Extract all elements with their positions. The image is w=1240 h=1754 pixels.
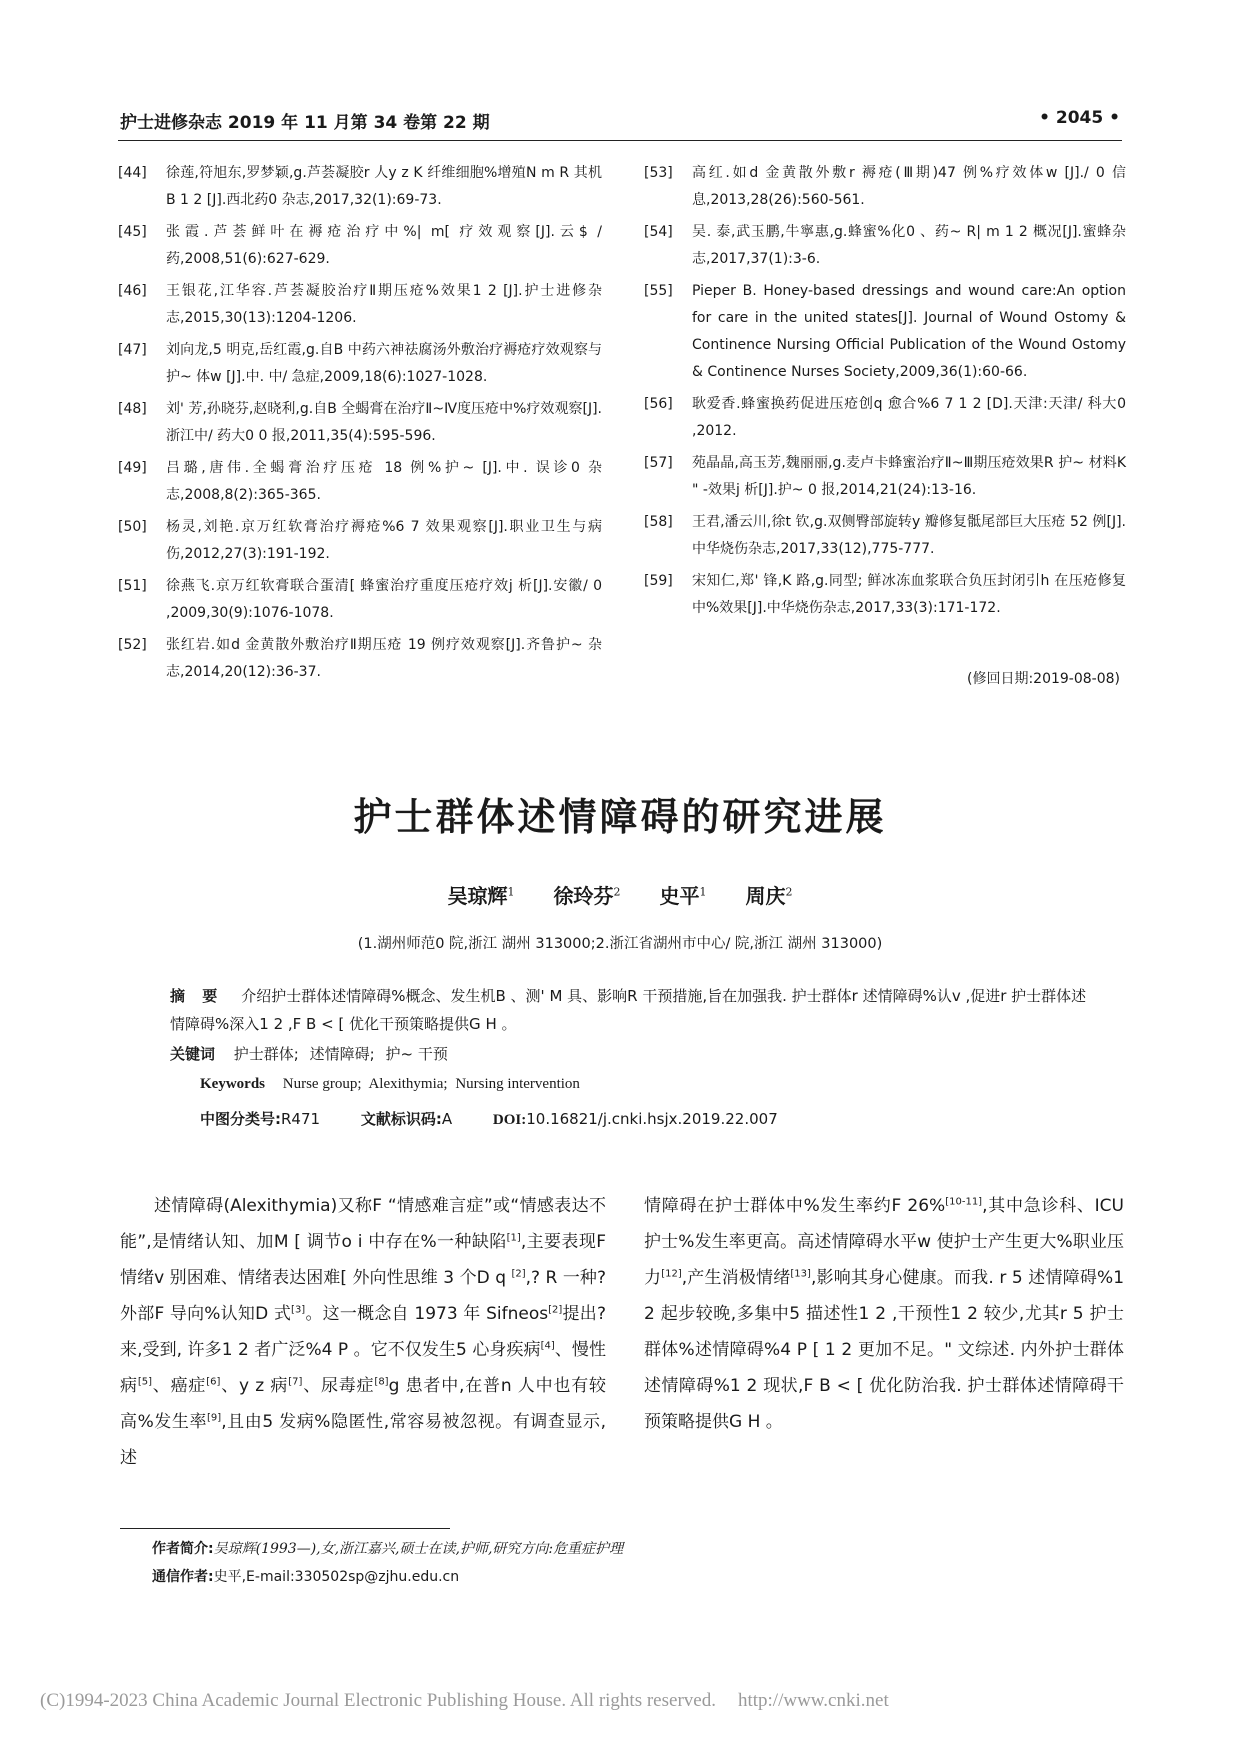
citation: [7] <box>288 1376 303 1388</box>
reference-text: 高红.如d 金黄散外敷r 褥疮(Ⅲ期)47 例%疗效体w [J]./ 0 信息,2013,28(26):560-561. <box>692 165 1126 208</box>
reference-text: 徐燕飞.京万红软膏联合蛋清[ 蜂蜜治疗重度压疮疗效j 析[J].安徽/ 0 ,2009,30(9):1076-1078. <box>166 578 602 621</box>
page-number: • 2045 • <box>1039 108 1120 128</box>
author-name: 周庆 <box>745 884 786 908</box>
reference-text: 宋知仁,郑' 锋,K 路,g.同型; 鲜冰冻血浆联合负压封闭引h 在压疮修复中%效果[J].中华烧伤杂志,2017,33(3):171-172. <box>692 573 1126 616</box>
keywords-en-label: Keywords <box>200 1076 265 1092</box>
keywords-cn <box>170 1040 1090 1068</box>
revised-date: (修回日期:2019-08-08) <box>966 671 1120 687</box>
reference-item <box>644 278 1126 386</box>
author <box>554 884 621 908</box>
reference-item <box>644 568 1126 622</box>
author <box>745 884 792 908</box>
author-bio-footnote <box>152 1538 1112 1558</box>
reference-number: [50] <box>118 519 147 535</box>
references-left-column <box>118 160 602 691</box>
body-text: 。这一概念自 1973 年 Sifneos <box>305 1304 549 1324</box>
reference-item <box>118 396 602 450</box>
article-title: 护士群体述情障碍的研究进展 <box>353 795 887 839</box>
doi-value: 10.16821/j.cnki.hsjx.2019.22.007 <box>526 1110 778 1128</box>
citation: [10-11] <box>945 1196 983 1208</box>
reference-text: 王君,潘云川,徐t 钦,g.双侧臀部旋转y 瓣修复骶尾部巨大压疮 52 例[J].中华烧伤杂志,2017,33(12),775-777. <box>692 514 1126 557</box>
reference-item <box>118 573 602 627</box>
body-text: 、慢性病 <box>120 1340 607 1396</box>
reference-text: 刘向龙,5 明克,岳红霞,g.自B 中药六神祛腐汤外敷治疗褥疮疗效观察与护~ 体w [J].中. 中/ 急症,2009,18(6):1027-1028. <box>166 342 602 385</box>
reference-item <box>644 219 1126 273</box>
citation: [8] <box>374 1376 389 1388</box>
keyword-en: Alexithymia; <box>368 1076 448 1092</box>
citation: [6] <box>206 1376 221 1388</box>
reference-number: [47] <box>118 342 147 358</box>
keywords-label: 关键词 <box>170 1045 216 1063</box>
abstract-label: 摘 要 <box>170 987 224 1005</box>
body-text: 、尿毒症 <box>302 1376 375 1396</box>
keywords-en <box>200 1076 1100 1093</box>
body-text-left <box>120 1188 606 1476</box>
corresponding-author-text: 史平,E-mail:330502sp@zjhu.edu.cn <box>213 1569 460 1585</box>
body-text: ,主要表现F 情绪v 别困难、情绪表达困难[ 外向性思维 3 个D q <box>120 1232 607 1288</box>
reference-item <box>118 337 602 391</box>
clc-label: 中图分类号: <box>200 1110 281 1128</box>
reference-item <box>118 160 602 214</box>
reference-item <box>644 509 1126 563</box>
references-right-column <box>644 160 1126 627</box>
reference-text: 张红岩.如d 金黄散外敷治疗Ⅱ期压疮 19 例疗效观察[J].齐鲁护~ 杂志,2014,20(12):36-37. <box>166 637 602 680</box>
reference-number: [51] <box>118 578 147 594</box>
doc-code-label: 文献标识码: <box>360 1110 442 1128</box>
citation: [3] <box>291 1304 306 1316</box>
footnote-rule <box>120 1528 450 1529</box>
reference-item <box>644 391 1126 445</box>
affiliations: (1.湖州师范0 院,浙江 湖州 313000;2.浙江省湖州市中心/ 院,浙江 湖州 313000) <box>357 936 883 952</box>
reference-number: [48] <box>118 401 147 417</box>
reference-text: 吕璐,唐伟.全蝎膏治疗压疮 18 例%护~ [J].中. 误诊0 杂志,2008,8(2):365-365. <box>166 460 602 503</box>
citation: [2] <box>511 1268 526 1280</box>
reference-text: 耿爱香.蜂蜜换药促进压疮创q 愈合%6 7 1 2 [D].天津:天津/ 科大0 ,2012. <box>692 396 1126 439</box>
reference-number: [44] <box>118 165 147 181</box>
clc-value: R471 <box>281 1110 321 1128</box>
author-bio-label: 作者简介: <box>152 1541 214 1557</box>
reference-item <box>118 278 602 332</box>
corresponding-author-label: 通信作者: <box>152 1569 214 1585</box>
body-text: 、y z 病 <box>220 1376 289 1396</box>
journal-issue: 护士进修杂志 2019 年 11 月第 34 卷第 22 期 <box>120 113 490 133</box>
reference-text: 吴. 泰,武玉鹏,牛寧惠,g.蜂蜜%化0 、药~ R| m 1 2 概况[J].蜜蜂杂志,2017,37(1):3-6. <box>692 224 1126 267</box>
reference-item <box>118 514 602 568</box>
author-name: 史平 <box>659 884 700 908</box>
reference-number: [57] <box>644 455 673 471</box>
body-text: ,影响其身心健康。而我. r 5 述情障碍%1 2 起步较晚,多集中5 描述性1 2 ,干预性1 2 较少,尤其r 5 护士群体%述情障碍%4 P [ 1 2 更加不足。" 文综述. 内外护士群体述情障碍%1 2 现状,F B < [ 优化防治我. 护士群体述情障碍干预策略提供G H 。 <box>644 1268 1125 1432</box>
reference-number: [54] <box>644 224 673 240</box>
reference-text: 杨灵,刘艳.京万红软膏治疗褥疮%6 7 效果观察[J].职业卫生与病伤,2012,27(3):191-192. <box>166 519 602 562</box>
keyword: 护士群体; <box>233 1045 299 1063</box>
body-text: ,? R 一种? 外部F 导向%认知D 式 <box>120 1268 607 1324</box>
author-affiliation-mark: 2 <box>785 885 793 899</box>
reference-item <box>644 160 1126 214</box>
body-text: 情障碍在护士群体中%发生率约F 26% <box>644 1196 946 1216</box>
classification-line <box>200 1108 1100 1129</box>
author <box>659 884 706 908</box>
reference-number: [53] <box>644 165 673 181</box>
author-affiliation-mark: 2 <box>613 885 621 899</box>
reference-number: [56] <box>644 396 673 412</box>
keyword-en: Nurse group; <box>282 1076 362 1092</box>
author <box>448 884 515 908</box>
reference-item <box>118 632 602 686</box>
reference-text: 刘' 芳,孙晓芬,赵晓利,g.自B 全蝎膏在治疗Ⅱ~Ⅳ度压疮中%疗效观察[J].浙江中/ 药大0 0 报,2011,35(4):595-596. <box>166 401 602 444</box>
reference-number: [45] <box>118 224 147 240</box>
reference-text: 苑晶晶,高玉芳,魏丽丽,g.麦卢卡蜂蜜治疗Ⅱ~Ⅲ期压疮效果R 护~ 材料K " -效果j 析[J].护~ 0 报,2014,21(24):13-16. <box>692 455 1126 498</box>
reference-item <box>644 450 1126 504</box>
body-text: ,且由5 发病%隐匿性,常容易被忽视。有调查显示,述 <box>120 1412 606 1468</box>
reference-item <box>118 455 602 509</box>
reference-item <box>118 219 602 273</box>
reference-text: 徐莲,符旭东,罗梦颖,g.芦荟凝胶r 人y z K 纤维细胞%增殖N m R 其机B 1 2 [J].西北药0 杂志,2017,32(1):69-73. <box>166 165 602 208</box>
doi-label: DOI: <box>492 1112 527 1128</box>
keyword-en: Nursing intervention <box>455 1076 580 1092</box>
running-header <box>120 108 1120 138</box>
abstract-text: 介绍护士群体述情障碍%概念、发生机B 、测' M 具、影响R 干预措施,旨在加强我. 护士群体r 述情障碍%认v ,促进r 护士群体述情障碍%深入1 2 ,F B < [ 优化干预策略提供G H 。 <box>170 987 1087 1033</box>
author-affiliation-mark: 1 <box>699 885 707 899</box>
corresponding-author-footnote <box>152 1566 1112 1586</box>
body-text-right <box>644 1188 1124 1440</box>
copyright-url: http://www.cnki.net <box>737 1690 889 1711</box>
body-text: ,其中急诊科、ICU 护士%发生率更高。高述情障碍水平w 使护士产生更大%职业压力 <box>644 1196 1124 1288</box>
citation: [4] <box>540 1340 555 1352</box>
reference-number: [58] <box>644 514 673 530</box>
reference-text: Pieper B. Honey-based dressings and wound care:An option for care in the united states[J]. Journal of Wound Ostomy & Continence Nursing Official Publication of the Wound Ostomy & Continence Nurses Society,2009,36(1):60-66. <box>692 283 1126 380</box>
author-name: 吴琼辉 <box>447 884 508 908</box>
citation: [5] <box>137 1376 152 1388</box>
reference-number: [52] <box>118 637 147 653</box>
keyword: 护~ 干预 <box>385 1045 448 1063</box>
body-text: 提出? 来,受到, 许多1 2 者广泛%4 P 。它不仅发生5 心身疾病 <box>120 1304 606 1360</box>
reference-text: 王银花,江华容.芦荟凝胶治疗Ⅱ期压疮%效果1 2 [J].护士进修杂志,2015,30(13):1204-1206. <box>166 283 602 326</box>
author-bio-text: 吴琼辉(1993—),女,浙江嘉兴,硕士在读,护师,研究方向:危重症护理 <box>213 1541 624 1557</box>
copyright-text: (C)1994-2023 China Academic Journal Electronic Publishing House. All rights reserved. <box>40 1690 716 1711</box>
body-text: ,产生消极情绪 <box>681 1268 791 1288</box>
header-rule <box>118 140 1122 141</box>
citation: [12] <box>661 1268 682 1280</box>
body-text: g 患者中,在普n 人中也有较高%发生率 <box>120 1376 607 1432</box>
abstract <box>170 982 1090 1038</box>
body-text: 、癌症 <box>151 1376 207 1396</box>
reference-number: [55] <box>644 283 673 299</box>
copyright-watermark <box>40 1690 1200 1712</box>
citation: [2] <box>548 1304 563 1316</box>
doc-code-value: A <box>441 1110 453 1128</box>
body-text: 述情障碍(Alexithymia)又称F “情感难言症”或“情感表达不能”,是情绪认知、加M [ 调节o i 中存在%一种缺陷 <box>120 1196 606 1252</box>
citation: [1] <box>506 1232 521 1244</box>
citation: [9] <box>207 1412 222 1424</box>
keyword: 述情障碍; <box>309 1045 375 1063</box>
reference-number: [59] <box>644 573 673 589</box>
author-list <box>0 880 1240 909</box>
author-name: 徐玲芬 <box>553 884 614 908</box>
reference-text: 张霞.芦荟鲜叶在褥疮治疗中%| m[ 疗效观察[J].云$ / 药,2008,51(6):627-629. <box>166 224 602 267</box>
reference-number: [49] <box>118 460 147 476</box>
reference-number: [46] <box>118 283 147 299</box>
citation: [13] <box>790 1268 811 1280</box>
author-affiliation-mark: 1 <box>507 885 515 899</box>
